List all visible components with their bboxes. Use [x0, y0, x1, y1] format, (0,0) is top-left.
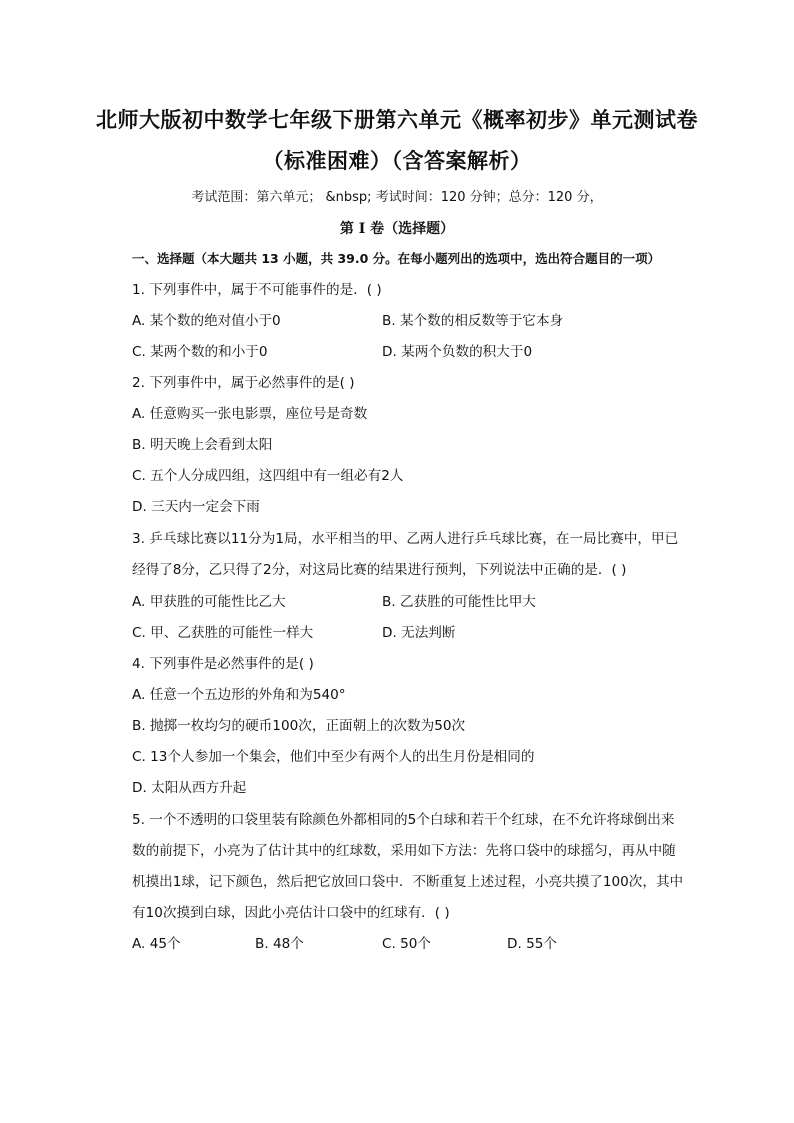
question-4-stem: 4. 下列事件是必然事件的是( ) — [132, 656, 314, 672]
question-5-option-c: C. 50个 — [382, 936, 432, 952]
question-2-option-b: B. 明天晚上会看到太阳 — [132, 437, 273, 453]
question-5-stem-line-1: 5. 一个不透明的口袋里装有除颜色外都相同的5个白球和若干个红球，在不允许将球倒出来 — [132, 812, 675, 828]
question-3-option-b: B. 乙获胜的可能性比甲大 — [382, 594, 536, 610]
question-3-option-a: A. 甲获胜的可能性比乙大 — [132, 594, 286, 610]
question-5-option-d: D. 55个 — [507, 936, 558, 952]
question-4-option-a: A. 任意一个五边形的外角和为540° — [132, 687, 346, 703]
question-3-stem-line-1: 3. 乒乓球比赛以11分为1局，水平相当的甲、乙两人进行乒乓球比赛，在一局比赛中，甲已 — [132, 531, 679, 547]
document-title-line-1: 北师大版初中数学七年级下册第六单元《概率初步》单元测试卷 — [96, 107, 698, 132]
question-4-option-d: D. 太阳从西方升起 — [132, 780, 247, 796]
question-1-option-b: B. 某个数的相反数等于它本身 — [382, 313, 564, 329]
question-5-stem-line-4: 有10次摸到白球，因此小亮估计口袋中的红球有．( ) — [132, 905, 450, 921]
question-3-option-d: D. 无法判断 — [382, 625, 456, 641]
question-1-option-a: A. 某个数的绝对值小于0 — [132, 313, 281, 329]
volume-heading: 第 I 卷（选择题） — [339, 221, 455, 237]
question-4-option-b: B. 抛掷一枚均匀的硬币100次，正面朝上的次数为50次 — [132, 718, 466, 734]
exam-info: 考试范围：第六单元； &nbsp; 考试时间：120 分钟；总分：120 分， — [191, 190, 603, 205]
question-1-option-c: C. 某两个数的和小于0 — [132, 344, 268, 360]
question-3-option-c: C. 甲、乙获胜的可能性一样大 — [132, 625, 314, 641]
question-3-stem-line-2: 经得了8分，乙只得了2分，对这局比赛的结果进行预判，下列说法中正确的是．( ) — [132, 562, 627, 578]
section-heading: 一、选择题（本大题共 13 小题，共 39.0 分。在每小题列出的选项中，选出符合题目的一项） — [132, 251, 661, 266]
question-2-option-d: D. 三天内一定会下雨 — [132, 499, 260, 515]
question-2-option-c: C. 五个人分成四组，这四组中有一组必有2人 — [132, 468, 404, 484]
question-2-option-a: A. 任意购买一张电影票，座位号是奇数 — [132, 406, 368, 422]
question-5-stem-line-3: 机摸出1球，记下颜色，然后把它放回口袋中．不断重复上述过程，小亮共摸了100次，其中 — [132, 874, 684, 890]
question-5-stem-line-2: 数的前提下，小亮为了估计其中的红球数，采用如下方法：先将口袋中的球摇匀，再从中随 — [132, 843, 676, 859]
question-4-option-c: C. 13个人参加一个集会，他们中至少有两个人的出生月份是相同的 — [132, 749, 535, 765]
question-1-option-d: D. 某两个负数的积大于0 — [382, 344, 533, 360]
document-title-line-2: （标准困难）（含答案解析） — [262, 148, 532, 173]
question-2-stem: 2. 下列事件中，属于必然事件的是( ) — [132, 375, 355, 391]
question-5-option-b: B. 48个 — [255, 936, 304, 952]
question-5-option-a: A. 45个 — [132, 936, 181, 952]
question-1-stem: 1. 下列事件中，属于不可能事件的是．( ) — [132, 282, 382, 298]
